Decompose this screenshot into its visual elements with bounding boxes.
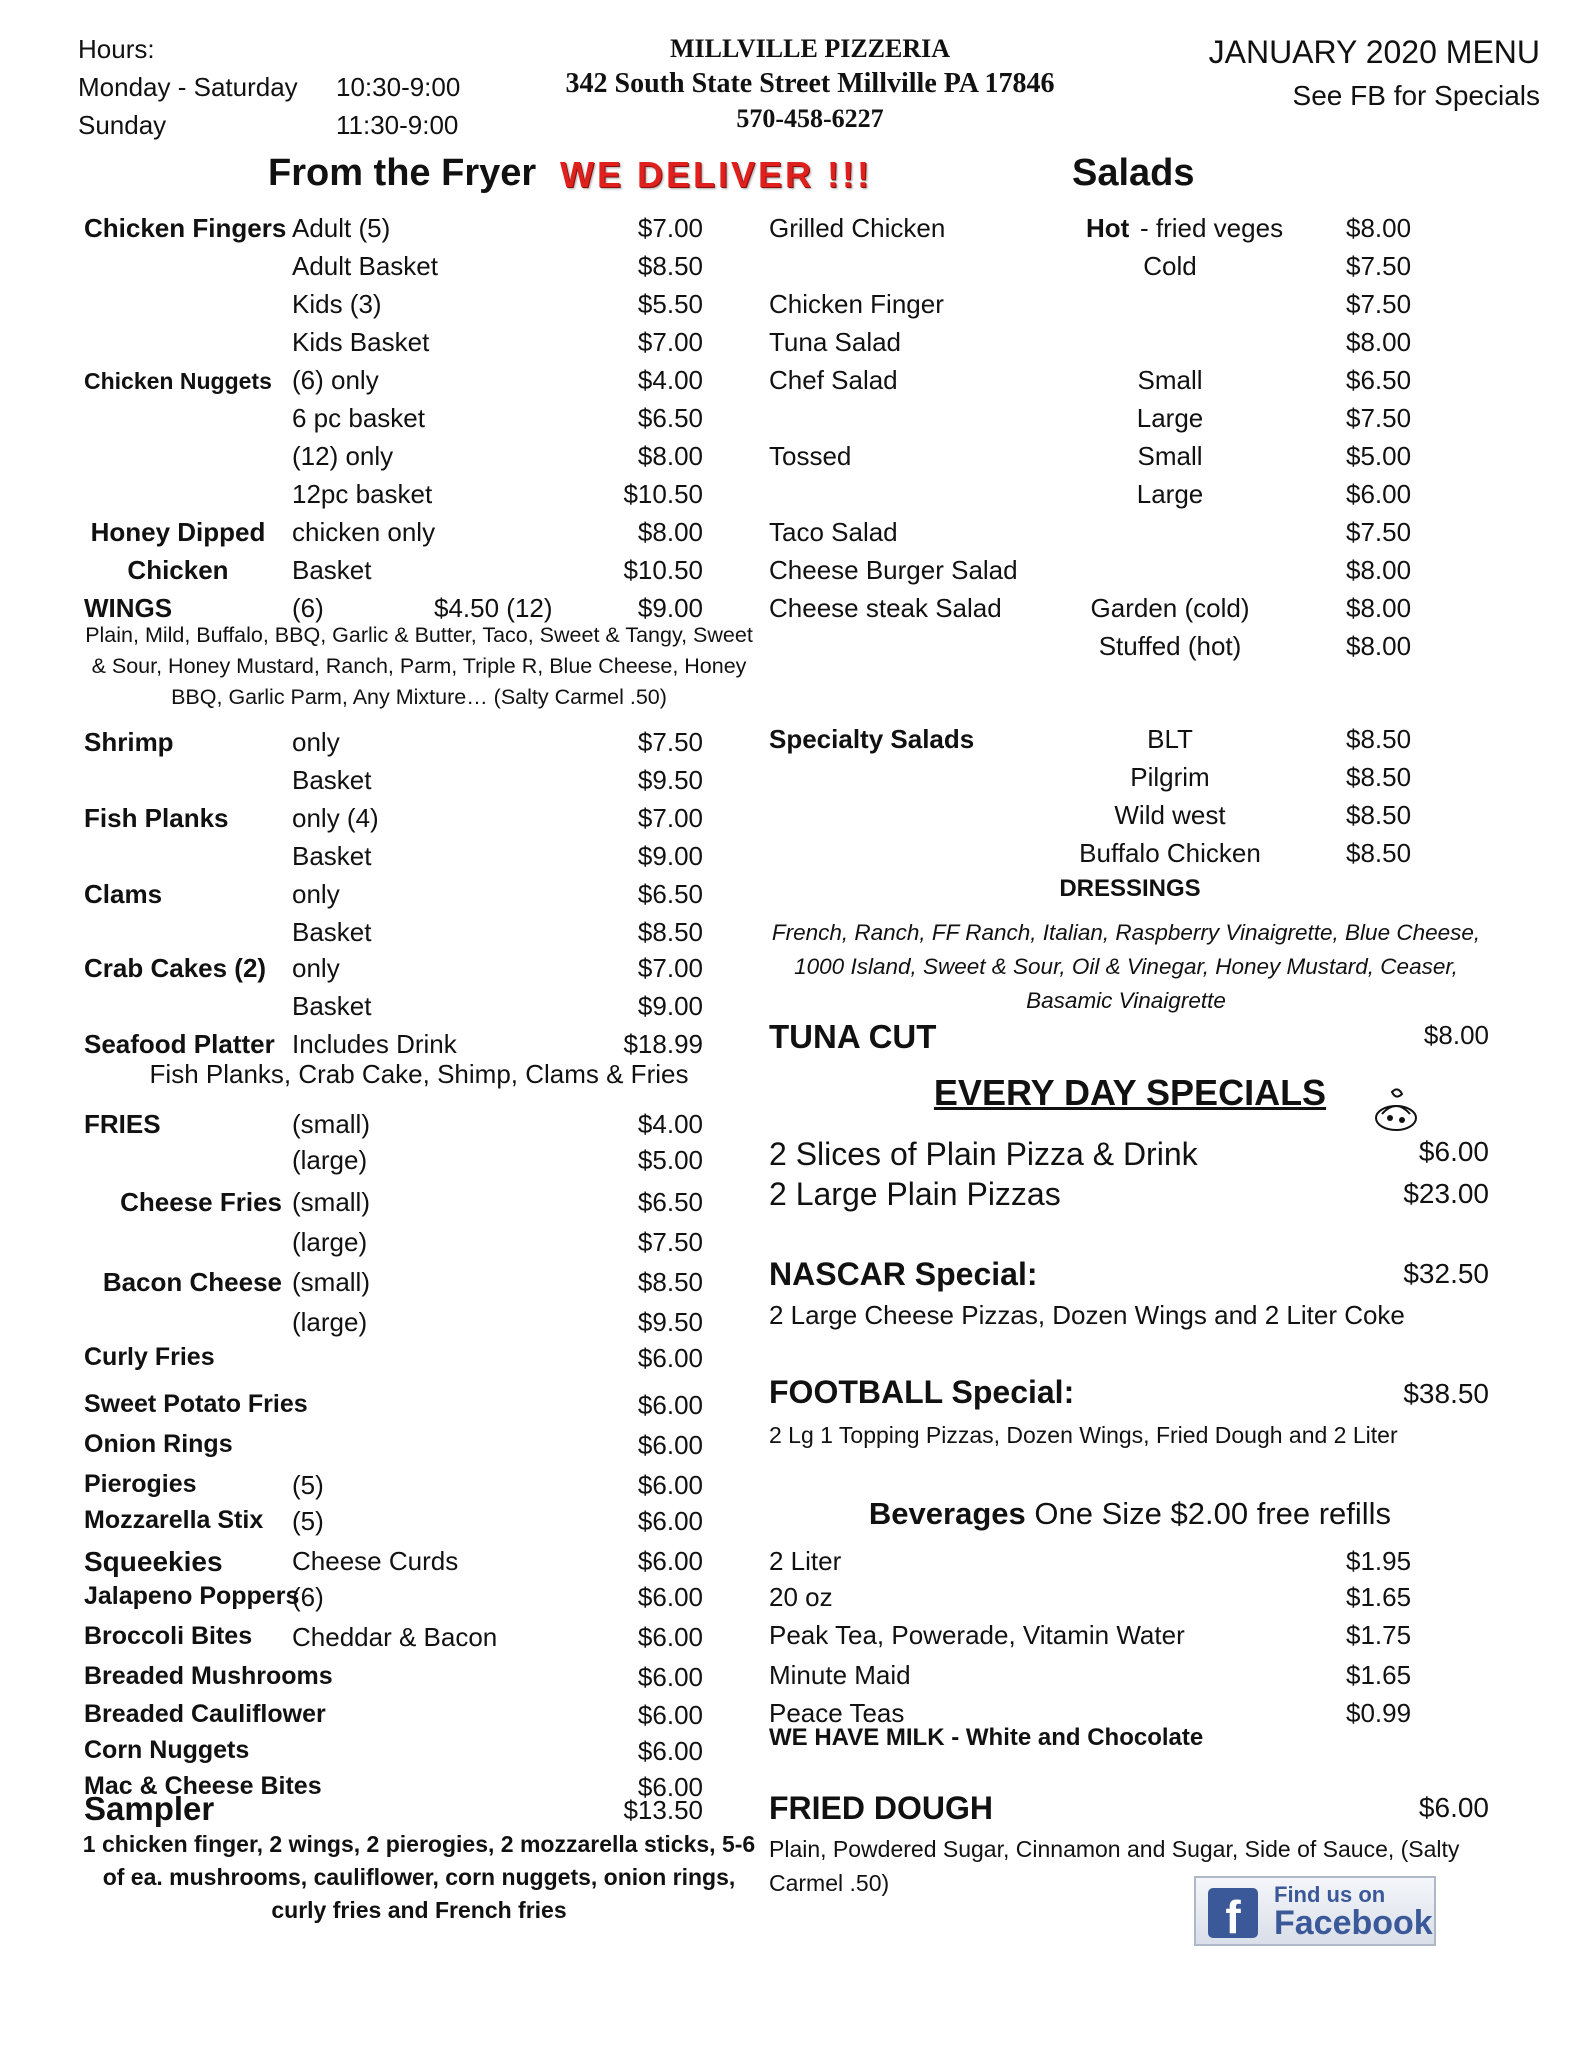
hours-days-sunday: Sunday — [78, 110, 167, 140]
fries-item-name: Cheese Fries — [120, 1187, 282, 1217]
hours-label: Hours: — [78, 34, 155, 64]
side-item-option: (6) — [292, 1582, 324, 1612]
salad-item-price: $8.00 — [1346, 631, 1412, 661]
fryer-item-price: $5.50 — [637, 289, 703, 319]
specialty-salad-name: Wild west — [1114, 800, 1226, 830]
restaurant-address: 342 South State Street Millville PA 17846 — [565, 68, 1055, 99]
salad-item-price: $8.00 — [1346, 327, 1412, 357]
hours-time-sunday: 11:30-9:00 — [336, 110, 459, 140]
fryer-item-name: Chicken Fingers — [84, 213, 287, 243]
fryer-item-price: $6.50 — [637, 403, 703, 433]
facebook-line1: Find us on — [1274, 1882, 1386, 1907]
beverage-price: $1.95 — [1346, 1546, 1412, 1576]
seafood-item-price: $9.50 — [637, 765, 703, 795]
fryer-item-price: $7.00 — [637, 327, 703, 357]
fryer-item-option: Kids (3) — [292, 289, 382, 319]
fryer-heading: From the Fryer — [268, 152, 537, 194]
fryer-item-price: $4.00 — [637, 365, 703, 395]
fryer-item-option: Adult Basket — [292, 251, 438, 281]
facebook-line2: Facebook — [1274, 1904, 1433, 1942]
fryer-item-option: Basket — [292, 555, 372, 585]
salad-item-option: Cold — [1143, 251, 1197, 281]
salad-item-price: $7.50 — [1346, 251, 1412, 281]
side-item-option: (5) — [292, 1506, 324, 1536]
nascar-special-price: $32.50 — [1403, 1258, 1489, 1289]
fries-item-price: $7.50 — [637, 1227, 703, 1257]
side-item-name: Jalapeno Poppers — [84, 1582, 300, 1610]
fryer-item-name: Chicken Nuggets — [84, 368, 272, 394]
fries-item-option: (small) — [292, 1267, 370, 1297]
side-item-name: Sweet Potato Fries — [84, 1390, 308, 1418]
seafood-item-option: only — [292, 953, 340, 983]
side-item-option: Cheese Curds — [292, 1546, 459, 1576]
salad-item-name: Taco Salad — [769, 517, 898, 547]
hours-days-weekday: Monday - Saturday — [78, 72, 298, 102]
seafood-item-price: $7.00 — [637, 803, 703, 833]
beverage-price: $1.65 — [1346, 1660, 1412, 1690]
side-item-name: Curly Fries — [84, 1343, 215, 1371]
restaurant-phone: 570-458-6227 — [736, 104, 884, 133]
salad-item-name: Grilled Chicken — [769, 213, 946, 243]
special-1-name: 2 Slices of Plain Pizza & Drink — [769, 1136, 1198, 1172]
salad-item-option: Stuffed (hot) — [1098, 631, 1242, 661]
seafood-item-option: Includes Drink — [292, 1029, 457, 1059]
seafood-item-name: Clams — [84, 879, 163, 909]
beverage-name: 20 oz — [769, 1582, 833, 1612]
restaurant-name: MILLVILLE PIZZERIA — [669, 34, 951, 63]
special-1-price: $6.00 — [1418, 1136, 1489, 1167]
salad-item-name: Tossed — [769, 441, 852, 471]
specialty-salad-price: $8.50 — [1346, 724, 1412, 754]
milk-note: WE HAVE MILK - White and Chocolate — [769, 1724, 1204, 1751]
sampler-name: Sampler — [84, 1790, 215, 1827]
beverage-name: Peace Teas — [769, 1698, 905, 1728]
side-item-price: $6.00 — [637, 1662, 703, 1692]
seafood-item-name: Fish Planks — [84, 803, 229, 833]
side-item-name: Onion Rings — [84, 1430, 233, 1458]
side-item-name: Squeekies — [84, 1546, 223, 1577]
seafood-item-option: Basket — [292, 841, 372, 871]
sampler-price: $13.50 — [623, 1795, 703, 1825]
side-item-price: $6.00 — [637, 1390, 703, 1420]
fryer-item-name: Honey Dipped — [90, 517, 266, 547]
salad-item-name: Tuna Salad — [769, 327, 902, 357]
seafood-item-name: Shrimp — [84, 727, 174, 757]
tuna-cut-name: TUNA CUT — [769, 1018, 937, 1055]
salad-item-option: Small — [1137, 441, 1203, 471]
specials-note: See FB for Specials — [1292, 80, 1540, 111]
salad-item-name: Chicken Finger — [769, 289, 944, 319]
fryer-item-option: (6) only — [292, 365, 379, 395]
beverage-name: Minute Maid — [769, 1660, 911, 1690]
side-item-price: $6.00 — [637, 1546, 703, 1576]
specialty-salads-label: Specialty Salads — [769, 724, 975, 754]
salad-item-name: Chef Salad — [769, 365, 898, 395]
seafood-item-option: Basket — [292, 991, 372, 1021]
side-item-option: (5) — [292, 1470, 324, 1500]
beverage-price: $0.99 — [1346, 1698, 1412, 1728]
fried-dough-desc: Plain, Powdered Sugar, Cinnamon and Sugar, Side of Sauce, (Salty Carmel .50) — [769, 1836, 1460, 1896]
dressings-label: DRESSINGS — [1059, 875, 1201, 902]
salad-item-price: $7.50 — [1346, 403, 1412, 433]
side-item-name: Corn Nuggets — [84, 1736, 250, 1764]
side-item-price: $6.00 — [637, 1343, 703, 1373]
side-item-option: Cheddar & Bacon — [292, 1622, 498, 1652]
beverage-name: Peak Tea, Powerade, Vitamin Water — [769, 1620, 1185, 1650]
side-item-price: $6.00 — [637, 1772, 703, 1802]
salad-item-option: Large — [1136, 479, 1204, 509]
side-item-price: $6.00 — [637, 1470, 703, 1500]
fryer-item-option: 6 pc basket — [292, 403, 425, 433]
salad-item-price: $8.00 — [1346, 593, 1412, 623]
side-item-price: $6.00 — [637, 1622, 703, 1652]
salad-item-price: $6.00 — [1346, 479, 1412, 509]
side-item-name: Breaded Cauliflower — [84, 1700, 326, 1728]
seafood-item-option: Basket — [292, 917, 372, 947]
we-deliver-banner: WE DELIVER !!! — [560, 154, 872, 195]
beverage-name: 2 Liter — [769, 1546, 842, 1576]
side-item-price: $6.00 — [637, 1506, 703, 1536]
side-item-price: $6.00 — [637, 1736, 703, 1766]
side-item-name: Breaded Mushrooms — [84, 1662, 333, 1690]
beverages-heading — [770, 1496, 1490, 1532]
special-2-name: 2 Large Plain Pizzas — [769, 1176, 1061, 1212]
beverages-sub: One Size $2.00 free refills — [1025, 1496, 1392, 1531]
fryer-item-mid: $4.50 (12) — [434, 593, 553, 623]
specialty-salad-name: Pilgrim — [1130, 762, 1210, 792]
football-special-price: $38.50 — [1403, 1378, 1489, 1409]
side-item-name: Pierogies — [84, 1470, 197, 1498]
specialty-salad-price: $8.50 — [1346, 762, 1412, 792]
salad-item-name: Cheese steak Salad — [769, 593, 1002, 623]
beverage-price: $1.65 — [1346, 1582, 1412, 1612]
side-item-price: $6.00 — [637, 1430, 703, 1460]
nascar-special-name: NASCAR Special: — [769, 1256, 1038, 1292]
seafood-platter-note: Fish Planks, Crab Cake, Shimp, Clams & Fries — [149, 1059, 689, 1089]
salad-item-price: $5.00 — [1346, 441, 1412, 471]
salad-item-price: $8.00 — [1346, 213, 1412, 243]
fried-dough-price: $6.00 — [1418, 1792, 1489, 1823]
fries-item-name: FRIES — [84, 1109, 161, 1139]
every-day-specials-heading: EVERY DAY SPECIALS — [933, 1072, 1327, 1113]
seafood-item-option: Basket — [292, 765, 372, 795]
salad-item-price: $6.50 — [1346, 365, 1412, 395]
fries-item-price: $5.00 — [637, 1145, 703, 1175]
seafood-item-price: $18.99 — [623, 1029, 703, 1059]
seafood-item-price: $7.50 — [637, 727, 703, 757]
fries-item-name: Bacon Cheese — [102, 1267, 282, 1297]
salad-item-price: $7.50 — [1346, 517, 1412, 547]
football-special-desc: 2 Lg 1 Topping Pizzas, Dozen Wings, Fried Dough and 2 Liter — [769, 1422, 1398, 1448]
facebook-logo-icon: f — [1208, 1888, 1258, 1938]
salad-item-option: Small — [1137, 365, 1203, 395]
fryer-item-price: $10.50 — [623, 479, 703, 509]
facebook-badge[interactable] — [1194, 1876, 1436, 1946]
fryer-item-option: Adult (5) — [292, 213, 391, 243]
fries-item-price: $8.50 — [637, 1267, 703, 1297]
hours-time-weekday: 10:30-9:00 — [336, 72, 461, 102]
wings-flavors-note: Plain, Mild, Buffalo, BBQ, Garlic & Butter, Taco, Sweet & Tangy, Sweet & Sour, Honey Mustard, Ranch, Parm, Triple R, Blue Cheese, Honey BBQ, Garlic Parm, Any Mixture… (Salty Carmel .50) — [85, 623, 753, 709]
side-item-price: $6.00 — [637, 1582, 703, 1612]
fries-item-option: (small) — [292, 1109, 370, 1139]
fryer-item-price: $8.50 — [637, 251, 703, 281]
salad-hot-label: Hot — [1086, 213, 1130, 243]
salad-item-option: - fried veges — [1140, 213, 1284, 243]
fryer-item-option: chicken only — [292, 517, 436, 547]
beverage-price: $1.75 — [1346, 1620, 1412, 1650]
side-item-name: Mac & Cheese Bites — [84, 1772, 322, 1800]
menu-title: JANUARY 2020 MENU — [1208, 34, 1540, 70]
fryer-item-option: (12) only — [292, 441, 394, 471]
fried-dough-name: FRIED DOUGH — [769, 1790, 993, 1826]
fries-item-price: $4.00 — [637, 1109, 703, 1139]
fries-item-option: (large) — [292, 1227, 368, 1257]
fryer-item-name: WINGS — [84, 593, 173, 623]
fryer-item-option: 12pc basket — [292, 479, 433, 509]
salad-item-price: $8.00 — [1346, 555, 1412, 585]
salads-heading: Salads — [1072, 152, 1195, 194]
specialty-salad-price: $8.50 — [1346, 800, 1412, 830]
salad-item-option: Garden (cold) — [1090, 593, 1250, 623]
fryer-item-price: $9.00 — [637, 593, 703, 623]
salad-item-option: Large — [1136, 403, 1204, 433]
tuna-cut-price: $8.00 — [1423, 1020, 1489, 1050]
fryer-item-option: (6) — [292, 593, 324, 623]
side-item-price: $6.00 — [637, 1700, 703, 1730]
seafood-item-option: only (4) — [292, 803, 379, 833]
seafood-item-price: $6.50 — [637, 879, 703, 909]
salad-item-price: $7.50 — [1346, 289, 1412, 319]
football-special-name: FOOTBALL Special: — [769, 1374, 1075, 1410]
fries-item-option: (small) — [292, 1187, 370, 1217]
fryer-item-price: $8.00 — [637, 517, 703, 547]
seafood-item-price: $7.00 — [637, 953, 703, 983]
side-item-name: Broccoli Bites — [84, 1622, 253, 1650]
seafood-item-name: Crab Cakes (2) — [84, 953, 267, 983]
special-2-price: $23.00 — [1403, 1178, 1489, 1209]
fries-item-option: (large) — [292, 1307, 368, 1337]
fryer-item-option: Kids Basket — [292, 327, 430, 357]
seafood-item-price: $9.00 — [637, 841, 703, 871]
fryer-item-name: Chicken — [127, 555, 229, 585]
salad-item-name: Cheese Burger Salad — [769, 555, 1018, 585]
seafood-item-price: $9.00 — [637, 991, 703, 1021]
specialty-salad-name: BLT — [1147, 724, 1193, 754]
beverages-label: Beverages — [868, 1496, 1026, 1531]
seafood-item-option: only — [292, 879, 340, 909]
fryer-item-price: $7.00 — [637, 213, 703, 243]
seafood-item-price: $8.50 — [637, 917, 703, 947]
fryer-item-price: $10.50 — [623, 555, 703, 585]
fries-item-price: $6.50 — [637, 1187, 703, 1217]
specialty-salad-name: Buffalo Chicken — [1079, 838, 1261, 868]
fryer-item-price: $8.00 — [637, 441, 703, 471]
sampler-note: 1 chicken finger, 2 wings, 2 pierogies, 2 mozzarella sticks, 5-6 of ea. mushrooms, cauliflower, corn nuggets, onion rings, curly fries and French fries — [82, 1831, 756, 1923]
nascar-special-desc: 2 Large Cheese Pizzas, Dozen Wings and 2 Liter Coke — [769, 1300, 1405, 1330]
seafood-item-name: Seafood Platter — [84, 1029, 275, 1059]
pizza-doodle-icon — [1372, 1084, 1420, 1138]
dressings-list: French, Ranch, FF Ranch, Italian, Raspberry Vinaigrette, Blue Cheese, 1000 Island, Sweet & Sour, Oil & Vinegar, Honey Mustard, Ceaser, Basamic Vinaigrette — [771, 920, 1481, 1013]
seafood-item-option: only — [292, 727, 340, 757]
fries-item-price: $9.50 — [637, 1307, 703, 1337]
side-item-name: Mozzarella Stix — [84, 1506, 264, 1534]
fries-item-option: (large) — [292, 1145, 368, 1175]
specialty-salad-price: $8.50 — [1346, 838, 1412, 868]
